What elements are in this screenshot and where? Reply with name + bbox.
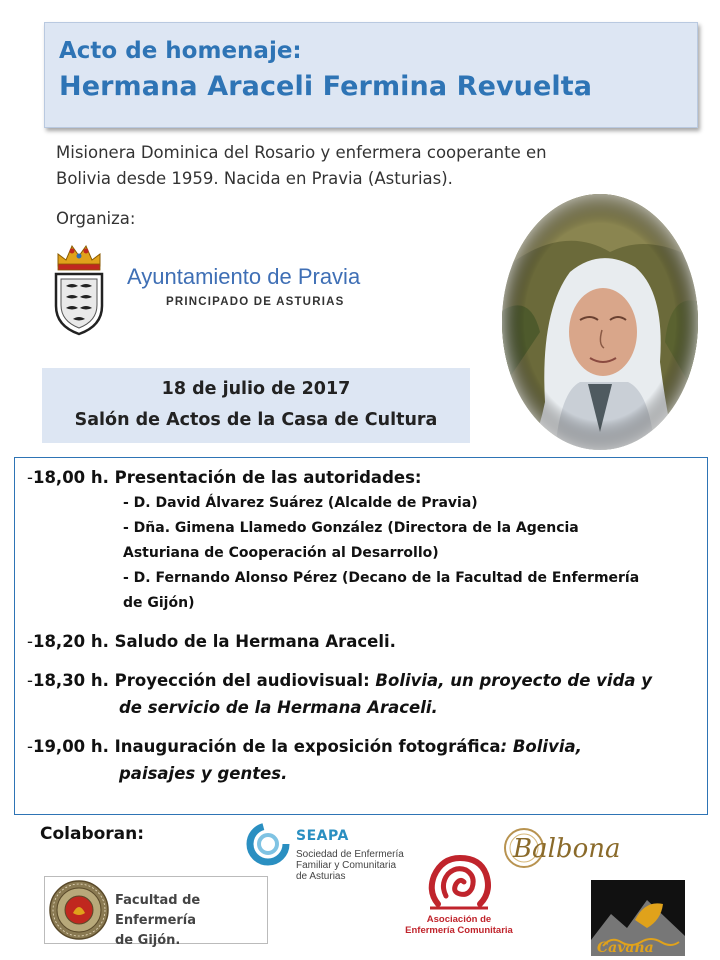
faculty-seal-icon — [48, 879, 110, 941]
program-item-3-cont: de servicio de la Hermana Araceli. — [119, 698, 438, 717]
organizer-name: Ayuntamiento de Pravia — [127, 264, 361, 289]
cavana-logo — [591, 880, 685, 956]
aec-logo-icon — [424, 852, 494, 914]
aec-name: Asociación de Enfermería Comunitaria — [405, 914, 513, 936]
program-speaker-1: - D. David Álvarez Suárez (Alcalde de Pravia) — [123, 495, 478, 511]
title-box — [44, 22, 698, 128]
seapa-name: SEAPA — [296, 828, 349, 844]
title-line-1: Acto de homenaje: — [59, 38, 302, 64]
program-box — [14, 457, 708, 815]
faculty-line-2: de Gijón. — [115, 933, 181, 948]
balbona-text: Balbona — [513, 834, 621, 864]
balbona-logo — [503, 826, 667, 870]
organizer-region: PRINCIPADO DE ASTURIAS — [166, 296, 345, 308]
date-venue-box — [42, 368, 470, 443]
program-item-4: -19,00 h. Inauguración de la exposición fotográfica: Bolivia, — [27, 737, 582, 756]
subtitle-line-1: Misionera Dominica del Rosario y enfermera cooperante en — [56, 143, 547, 162]
seapa-description: Sociedad de Enfermería Familiar y Comunitaria de Asturias — [296, 849, 404, 882]
program-speaker-2: - Dña. Gimena Llamedo González (Directora de la Agencia Asturiana de Cooperación al Desarrollo) — [123, 520, 579, 561]
cavana-text: Cavana — [597, 940, 654, 956]
event-venue: Salón de Actos de la Casa de Cultura — [74, 410, 438, 430]
faculty-line-1: Facultad de Enfermería — [115, 893, 201, 928]
portrait-photo — [500, 192, 700, 452]
pravia-coat-of-arms-icon — [52, 240, 106, 336]
program-item-4-cont: paisajes y gentes. — [119, 764, 288, 783]
program-speaker-3: - D. Fernando Alonso Pérez (Decano de la Facultad de Enfermería de Gijón) — [123, 570, 640, 611]
subtitle — [56, 140, 656, 192]
program-item-2: -18,20 h. Saludo de la Hermana Araceli. — [27, 632, 396, 651]
program-item-1: -18,00 h. Presentación de las autoridades: — [27, 468, 422, 487]
organizer-label: Organiza: — [56, 209, 136, 228]
faculty-logo — [44, 876, 268, 948]
program-item-3: -18,30 h. Proyección del audiovisual: Bolivia, un proyecto de vida y — [27, 671, 653, 690]
collaborators-label: Colaboran: — [40, 824, 145, 844]
event-date: 18 de julio de 2017 — [161, 379, 351, 399]
title-line-2: Hermana Araceli Fermina Revuelta — [59, 71, 593, 102]
seapa-logo-icon — [246, 822, 290, 866]
subtitle-line-2: Bolivia desde 1959. Nacida en Pravia (Asturias). — [56, 169, 453, 188]
